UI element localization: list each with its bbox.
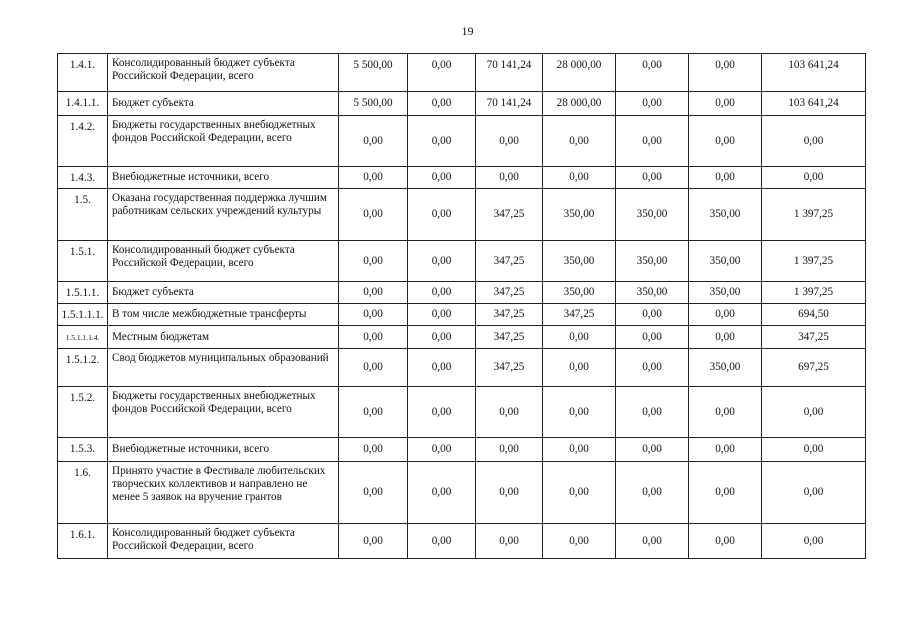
value-cell: 0,00: [762, 438, 866, 462]
value-cell: 350,00: [616, 189, 689, 241]
value-cell: 0,00: [689, 326, 762, 349]
value-cell: 0,00: [408, 326, 476, 349]
value-cell: 0,00: [689, 54, 762, 92]
row-name: Консолидированный бюджет субъекта Российской Федерации, всего: [108, 524, 339, 559]
value-cell: 0,00: [762, 524, 866, 559]
value-cell: 70 141,24: [476, 54, 543, 92]
table-row: [58, 189, 866, 241]
value-cell: 350,00: [689, 282, 762, 304]
value-cell: 347,25: [476, 304, 543, 326]
value-cell: 0,00: [543, 349, 616, 387]
value-cell: 0,00: [689, 438, 762, 462]
value-cell: 350,00: [543, 282, 616, 304]
table-row: [58, 326, 866, 349]
value-cell: 0,00: [339, 349, 408, 387]
value-cell: 0,00: [616, 116, 689, 167]
value-cell: 0,00: [689, 167, 762, 189]
table-body: [58, 54, 866, 559]
budget-table: [57, 53, 866, 559]
value-cell: 0,00: [616, 387, 689, 438]
value-cell: 0,00: [408, 462, 476, 524]
value-cell: 0,00: [543, 326, 616, 349]
value-cell: 0,00: [408, 282, 476, 304]
value-cell: 347,25: [476, 326, 543, 349]
value-cell: 697,25: [762, 349, 866, 387]
value-cell: 0,00: [543, 438, 616, 462]
value-cell: 0,00: [408, 167, 476, 189]
value-cell: 0,00: [408, 116, 476, 167]
value-cell: 0,00: [762, 462, 866, 524]
value-cell: 347,25: [543, 304, 616, 326]
row-name: Бюджет субъекта: [108, 282, 339, 304]
value-cell: 28 000,00: [543, 92, 616, 116]
value-cell: 0,00: [689, 387, 762, 438]
row-code: 1.4.3.: [58, 167, 108, 189]
value-cell: 1 397,25: [762, 282, 866, 304]
row-code: 1.4.2.: [58, 116, 108, 167]
value-cell: 0,00: [689, 462, 762, 524]
value-cell: 0,00: [616, 92, 689, 116]
value-cell: 347,25: [476, 282, 543, 304]
value-cell: 70 141,24: [476, 92, 543, 116]
value-cell: 0,00: [339, 189, 408, 241]
row-name: Внебюджетные источники, всего: [108, 438, 339, 462]
value-cell: 347,25: [476, 349, 543, 387]
value-cell: 0,00: [339, 326, 408, 349]
row-name: Консолидированный бюджет субъекта Российской Федерации, всего: [108, 241, 339, 282]
value-cell: 0,00: [408, 92, 476, 116]
value-cell: 0,00: [408, 438, 476, 462]
row-code: 1.5.1.: [58, 241, 108, 282]
page-number: 19: [461, 24, 474, 38]
value-cell: 350,00: [616, 282, 689, 304]
value-cell: 350,00: [543, 241, 616, 282]
value-cell: 0,00: [408, 349, 476, 387]
table-row: [58, 349, 866, 387]
value-cell: 0,00: [339, 438, 408, 462]
value-cell: 0,00: [689, 92, 762, 116]
value-cell: 0,00: [762, 116, 866, 167]
value-cell: 0,00: [476, 116, 543, 167]
value-cell: 347,25: [476, 189, 543, 241]
value-cell: 0,00: [476, 167, 543, 189]
value-cell: 28 000,00: [543, 54, 616, 92]
value-cell: 5 500,00: [339, 54, 408, 92]
value-cell: 350,00: [616, 241, 689, 282]
value-cell: 0,00: [339, 387, 408, 438]
value-cell: 0,00: [616, 54, 689, 92]
value-cell: 0,00: [689, 116, 762, 167]
table-row: [58, 167, 866, 189]
value-cell: 0,00: [339, 304, 408, 326]
row-code: 1.5.1.2.: [58, 349, 108, 387]
value-cell: 0,00: [543, 387, 616, 438]
value-cell: 0,00: [339, 241, 408, 282]
value-cell: 0,00: [616, 438, 689, 462]
value-cell: 103 641,24: [762, 92, 866, 116]
value-cell: 0,00: [543, 116, 616, 167]
value-cell: 0,00: [543, 462, 616, 524]
value-cell: 0,00: [476, 462, 543, 524]
table-row: [58, 438, 866, 462]
value-cell: 0,00: [408, 241, 476, 282]
row-code: 1.4.1.: [58, 54, 108, 92]
value-cell: 0,00: [339, 524, 408, 559]
table-row: [58, 116, 866, 167]
value-cell: 0,00: [762, 387, 866, 438]
table-row: [58, 54, 866, 92]
value-cell: 0,00: [339, 116, 408, 167]
value-cell: 0,00: [616, 524, 689, 559]
value-cell: 0,00: [689, 304, 762, 326]
value-cell: 103 641,24: [762, 54, 866, 92]
value-cell: 0,00: [476, 387, 543, 438]
row-name: Бюджеты государственных внебюджетных фондов Российской Федерации, всего: [108, 387, 339, 438]
row-name: Бюджеты государственных внебюджетных фондов Российской Федерации, всего: [108, 116, 339, 167]
value-cell: 0,00: [408, 524, 476, 559]
value-cell: 0,00: [543, 524, 616, 559]
row-code: 1.5.3.: [58, 438, 108, 462]
value-cell: 0,00: [543, 167, 616, 189]
table-row: [58, 304, 866, 326]
value-cell: 0,00: [476, 438, 543, 462]
value-cell: 347,25: [476, 241, 543, 282]
table-row: [58, 282, 866, 304]
row-name: Свод бюджетов муниципальных образований: [108, 349, 339, 387]
value-cell: 350,00: [689, 349, 762, 387]
row-code: 1.5.2.: [58, 387, 108, 438]
value-cell: 0,00: [762, 167, 866, 189]
row-name: В том числе межбюджетные трансферты: [108, 304, 339, 326]
table-row: [58, 462, 866, 524]
value-cell: 0,00: [408, 387, 476, 438]
table-row: [58, 387, 866, 438]
row-name: Принято участие в Фестивале любительских творческих коллективов и направлено не менее 5 заявок на вручение грантов: [108, 462, 339, 524]
value-cell: 0,00: [408, 54, 476, 92]
value-cell: 0,00: [616, 167, 689, 189]
value-cell: 0,00: [476, 524, 543, 559]
value-cell: 347,25: [762, 326, 866, 349]
value-cell: 0,00: [408, 304, 476, 326]
row-code: 1.6.1.: [58, 524, 108, 559]
value-cell: 5 500,00: [339, 92, 408, 116]
value-cell: 0,00: [339, 462, 408, 524]
row-name: Местным бюджетам: [108, 326, 339, 349]
value-cell: 694,50: [762, 304, 866, 326]
value-cell: 0,00: [616, 349, 689, 387]
value-cell: 1 397,25: [762, 241, 866, 282]
table-row: [58, 524, 866, 559]
row-code: 1.5.: [58, 189, 108, 241]
table-row: [58, 241, 866, 282]
value-cell: 1 397,25: [762, 189, 866, 241]
value-cell: 0,00: [408, 189, 476, 241]
value-cell: 0,00: [689, 524, 762, 559]
row-code: 1.5.1.1.1.4.: [58, 326, 108, 349]
row-code: 1.5.1.1.1.: [58, 304, 108, 326]
value-cell: 0,00: [616, 326, 689, 349]
row-name: Бюджет субъекта: [108, 92, 339, 116]
value-cell: 0,00: [339, 282, 408, 304]
value-cell: 0,00: [339, 167, 408, 189]
value-cell: 350,00: [689, 241, 762, 282]
value-cell: 350,00: [689, 189, 762, 241]
row-code: 1.5.1.1.: [58, 282, 108, 304]
value-cell: 0,00: [616, 462, 689, 524]
row-name: Консолидированный бюджет субъекта Российской Федерации, всего: [108, 54, 339, 92]
value-cell: 0,00: [616, 304, 689, 326]
row-name: Оказана государственная поддержка лучшим работникам сельских учреждений культуры: [108, 189, 339, 241]
value-cell: 350,00: [543, 189, 616, 241]
table-row: [58, 92, 866, 116]
row-code: 1.4.1.1.: [58, 92, 108, 116]
row-code: 1.6.: [58, 462, 108, 524]
row-name: Внебюджетные источники, всего: [108, 167, 339, 189]
